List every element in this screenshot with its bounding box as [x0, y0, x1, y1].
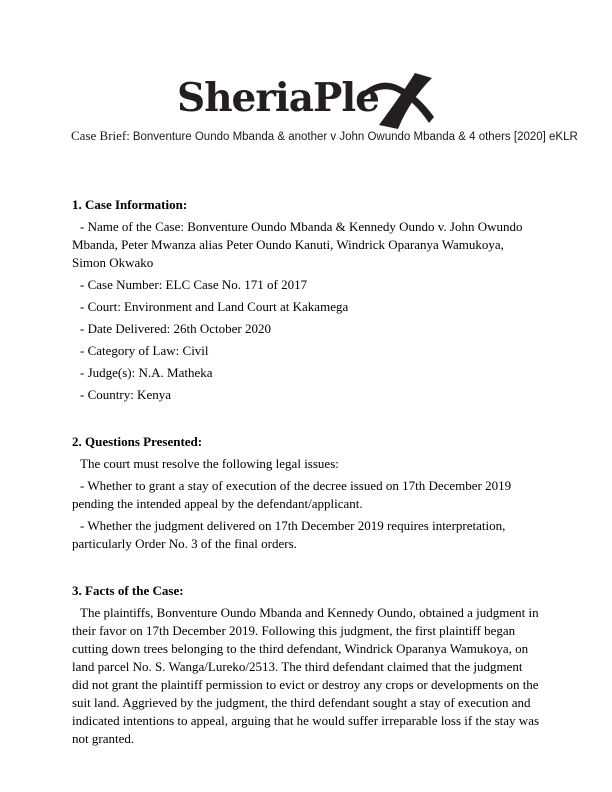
section-heading: 2. Questions Presented: [72, 434, 203, 449]
question-item: - Whether the judgment delivered on 17th December 2019 requires interpretation, particularly Order No. 3 of the final orders. [72, 518, 506, 551]
case-number-item: - Case Number: ELC Case No. 171 of 2017 [80, 277, 308, 292]
country-item: - Country: Kenya [80, 387, 171, 402]
section-heading: 3. Facts of the Case: [72, 583, 184, 598]
questions-intro: The court must resolve the following legal issues: [80, 456, 339, 471]
document-title [71, 127, 578, 145]
section-heading: 1. Case Information: [72, 197, 188, 212]
sheriaplex-logo [0, 75, 612, 129]
document-title-prefix: Case Brief: [71, 128, 130, 143]
logo-x-swoosh-icon [357, 73, 435, 129]
judges-item: - Judge(s): N.A. Matheka [80, 365, 213, 380]
facts-paragraph: The plaintiffs, Bonventure Oundo Mbanda and Kennedy Oundo, obtained a judgment in their favor on 17th December 2019. Following this judgment, the first plaintiff began cutting down trees belonging to the third defendant, Windrick Oparanya Wamukoya, on land parcel No. S. Wanga/Lureko/2513. The third defendant claimed that the judgment did not grant the plaintiff permission to evict or destroy any crops or developments on the suit land. Aggrieved by the judgment, the third defendant sought a stay of execution and indicated intentions to appeal, arguing that he would suffer irreparable loss if the stay was not granted. [72, 605, 540, 746]
question-item: - Whether to grant a stay of execution of the decree issued on 17th December 2019 pending the intended appeal by the defendant/applicant. [72, 478, 512, 511]
document-body [72, 196, 540, 748]
case-name-item: - Name of the Case: Bonventure Oundo Mbanda & Kennedy Oundo v. John Owundo Mbanda, Peter Mwanza alias Peter Oundo Kanuti, Windrick Oparanya Wamukoya, Simon Okwako [72, 219, 523, 270]
section-case-information [72, 196, 540, 404]
court-item: - Court: Environment and Land Court at Kakamega [80, 299, 349, 314]
date-delivered-item: - Date Delivered: 26th October 2020 [80, 321, 271, 336]
document-title-case-name: Bonventure Oundo Mbanda & another v John Owundo Mbanda & 4 others [2020] eKLR [132, 131, 578, 143]
category-of-law-item: - Category of Law: Civil [80, 343, 209, 358]
logo-wordmark: SheriaPle [177, 75, 379, 121]
section-facts-of-the-case [72, 582, 540, 748]
section-questions-presented [72, 433, 540, 553]
